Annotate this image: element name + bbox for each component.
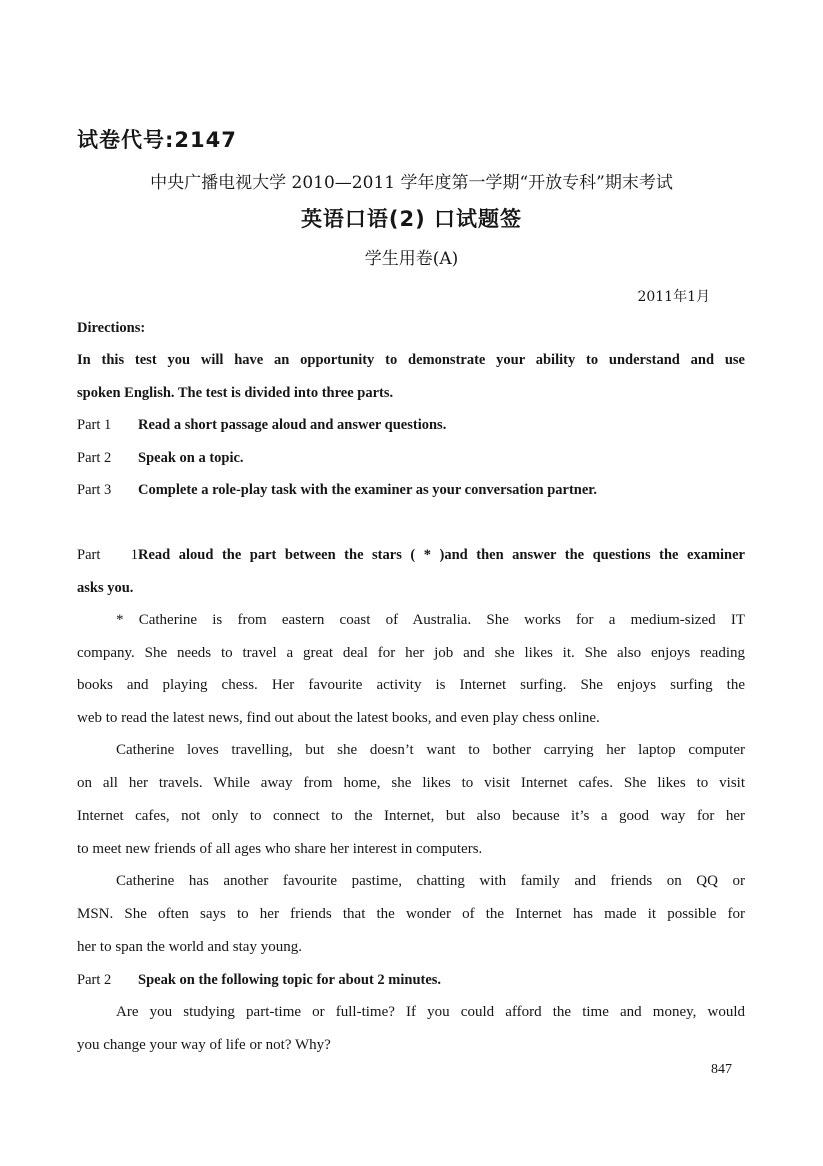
passage-line-8: to meet new friends of all ages who share her interest in computers. [77, 841, 483, 857]
subject-title: 英语口语(2) 口试题签 [300, 207, 523, 231]
directions-part-3 [77, 482, 597, 499]
exam-date: 2011年1月 [637, 289, 710, 305]
passage-line-3: books and playing chess. Her favourite activity is Internet surfing. She enjoys surfing the [77, 677, 745, 693]
passage-line-6: on all her travels. While away from home, she likes to visit Internet cafes. She likes to visit [77, 775, 745, 791]
directions-part-2-label: Part 2 [77, 450, 112, 466]
passage-line-7: Internet cafes, not only to connect to the Internet, but also because it’s a good way for her [77, 808, 745, 824]
part1-instruction-line-2: asks you. [77, 580, 134, 596]
part2-question-line-1: Are you studying part-time or full-time? If you could afford the time and money, would [116, 1004, 745, 1020]
part2-instruction [77, 972, 441, 989]
paper-code: 试卷代号:2147 [77, 128, 237, 152]
page-number: 847 [711, 1062, 732, 1077]
passage-line-1: * Catherine is from eastern coast of Australia. She works for a medium-sized IT [116, 612, 745, 628]
passage-line-2: company. She needs to travel a great deal for her job and she likes it. She also enjoys reading [77, 645, 745, 661]
passage-line-9: Catherine has another favourite pastime, chatting with family and friends on QQ or [116, 873, 745, 889]
directions-intro-line-2: spoken English. The test is divided into three parts. [77, 385, 394, 401]
part2-instruction-text: Speak on the following topic for about 2 minutes. [138, 972, 442, 988]
part1-label: Part 1 [77, 547, 138, 563]
paper-label: 学生用卷(A) [364, 249, 459, 269]
directions-part-2-text: Speak on a topic. [138, 450, 244, 466]
exam-title: 中央广播电视大学 2010—2011 学年度第一学期“开放专科”期末考试 [150, 173, 673, 193]
part2-label: Part 2 [77, 972, 112, 988]
directions-heading: Directions: [77, 320, 146, 336]
directions-part-3-text: Complete a role-play task with the examiner as your conversation partner. [138, 482, 598, 498]
passage-line-10: MSN. She often says to her friends that the wonder of the Internet has made it possible for [77, 906, 745, 922]
passage-line-5: Catherine loves travelling, but she doesn’t want to bother carrying her laptop computer [116, 742, 745, 758]
directions-part-1-label: Part 1 [77, 417, 112, 433]
passage-line-4: web to read the latest news, find out about the latest books, and even play chess online. [77, 710, 600, 726]
directions-part-2 [77, 450, 244, 467]
directions-part-1-text: Read a short passage aloud and answer questions. [138, 417, 447, 433]
directions-intro-line-1: In this test you will have an opportunity to demonstrate your ability to understand and use [77, 352, 745, 368]
part2-question-line-2: you change your way of life or not? Why? [77, 1037, 331, 1053]
directions-part-1 [77, 417, 446, 434]
part1-instruction-line-1 [77, 547, 745, 564]
part1-instruction-text: Read aloud the part between the stars ( * )and then answer the questions the examiner [138, 547, 745, 563]
directions-part-3-label: Part 3 [77, 482, 112, 498]
passage-line-11: her to span the world and stay young. [77, 939, 302, 955]
